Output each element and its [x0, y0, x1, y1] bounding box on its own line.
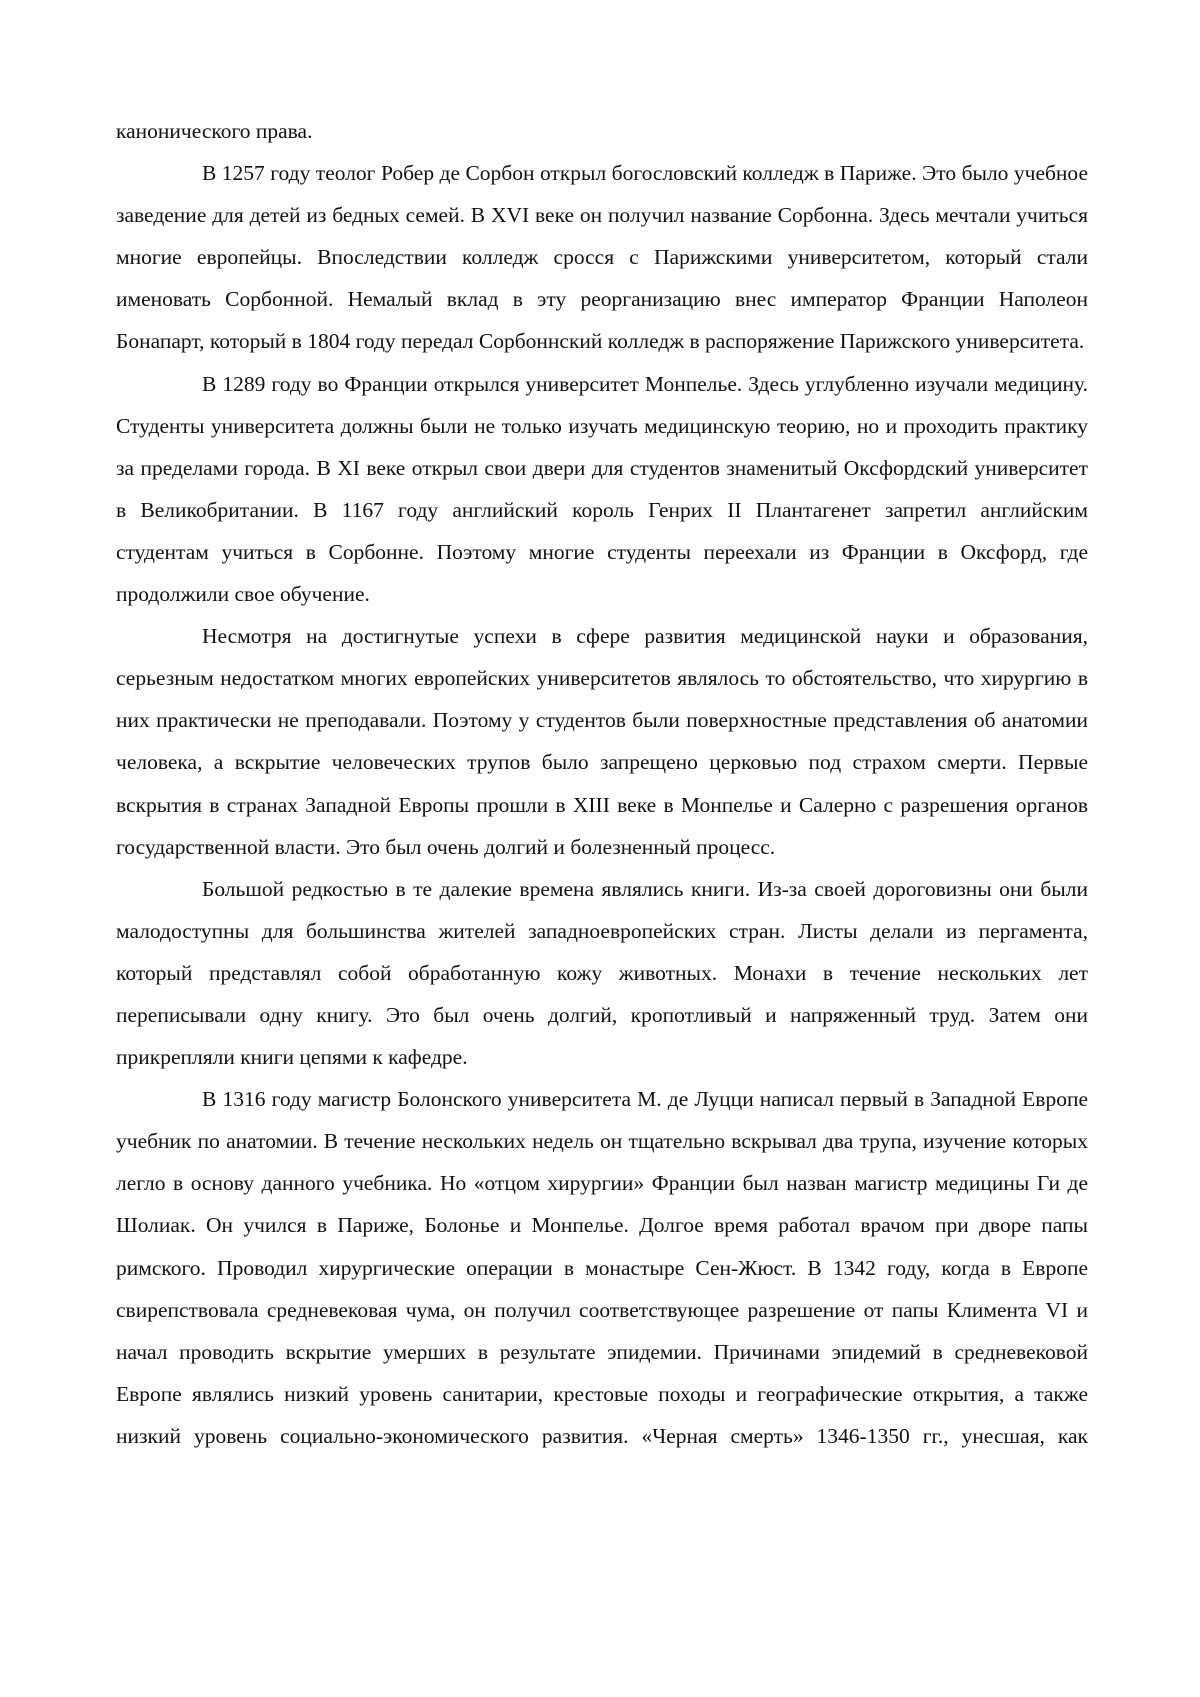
document-page	[116, 110, 1088, 1457]
paragraph-montpellier: В 1289 году во Франции открылся университет Монпелье. Здесь углубленно изучали медицину. Студенты университета должны были не только изучать медицинскую теорию, но и проходить практику за пределами города. В XI веке открыл свои двери для студентов знаменитый Оксфордский университет в Великобритании. В 1167 году английский король Генрих II Плантагенет запретил английским студентам учиться в Сорбонне. Поэтому многие студенты переехали из Франции в Оксфорд, где продолжили свое обучение.	[116, 363, 1088, 616]
paragraph-continuation: канонического права.	[116, 110, 1088, 152]
paragraph-surgery-teaching: Несмотря на достигнутые успехи в сфере развития медицинской науки и образования, серьезным недостатком многих европейских университетов являлось то обстоятельство, что хирургию в них практически не преподавали. Поэтому у студентов были поверхностные представления об анатомии человека, а вскрытие человеческих трупов было запрещено церковью под страхом смерти. Первые вскрытия в странах Западной Европы прошли в XIII веке в Монпелье и Салерно с разрешения органов государственной власти. Это был очень долгий и болезненный процесс.	[116, 615, 1088, 868]
paragraph-anatomy-textbook: В 1316 году магистр Болонского университета М. де Луцци написал первый в Западной Европе учебник по анатомии. В течение нескольких недель он тщательно вскрывал два трупа, изучение которых легло в основу данного учебника. Но «отцом хирургии» Франции был назван магистр медицины Ги де Шолиак. Он учился в Париже, Болонье и Монпелье. Долгое время работал врачом при дворе папы римского. Проводил хирургические операции в монастыре Сен-Жюст. В 1342 году, когда в Европе свирепствовала средневековая чума, он получил соответствующее разрешение от папы Климента VI и начал проводить вскрытие умерших в результате эпидемии. Причинами эпидемий в средневековой Европе являлись низкий уровень санитарии, крестовые походы и географические открытия, а также низкий уровень социально-экономического развития. «Черная смерть» 1346-1350 гг., унесшая, как	[116, 1078, 1088, 1457]
paragraph-sorbonne: В 1257 году теолог Робер де Сорбон открыл богословский колледж в Париже. Это было учебное заведение для детей из бедных семей. В XVI веке он получил название Сорбонна. Здесь мечтали учиться многие европейцы. Впоследствии колледж сросся с Парижскими университетом, который стали именовать Сорбонной. Немалый вклад в эту реорганизацию внес император Франции Наполеон Бонапарт, который в 1804 году передал Сорбоннский колледж в распоряжение Парижского университета.	[116, 152, 1088, 362]
paragraph-books: Большой редкостью в те далекие времена являлись книги. Из-за своей дороговизны они были малодоступны для большинства жителей западноевропейских стран. Листы делали из пергамента, который представлял собой обработанную кожу животных. Монахи в течение нескольких лет переписывали одну книгу. Это был очень долгий, кропотливый и напряженный труд. Затем они прикрепляли книги цепями к кафедре.	[116, 868, 1088, 1078]
